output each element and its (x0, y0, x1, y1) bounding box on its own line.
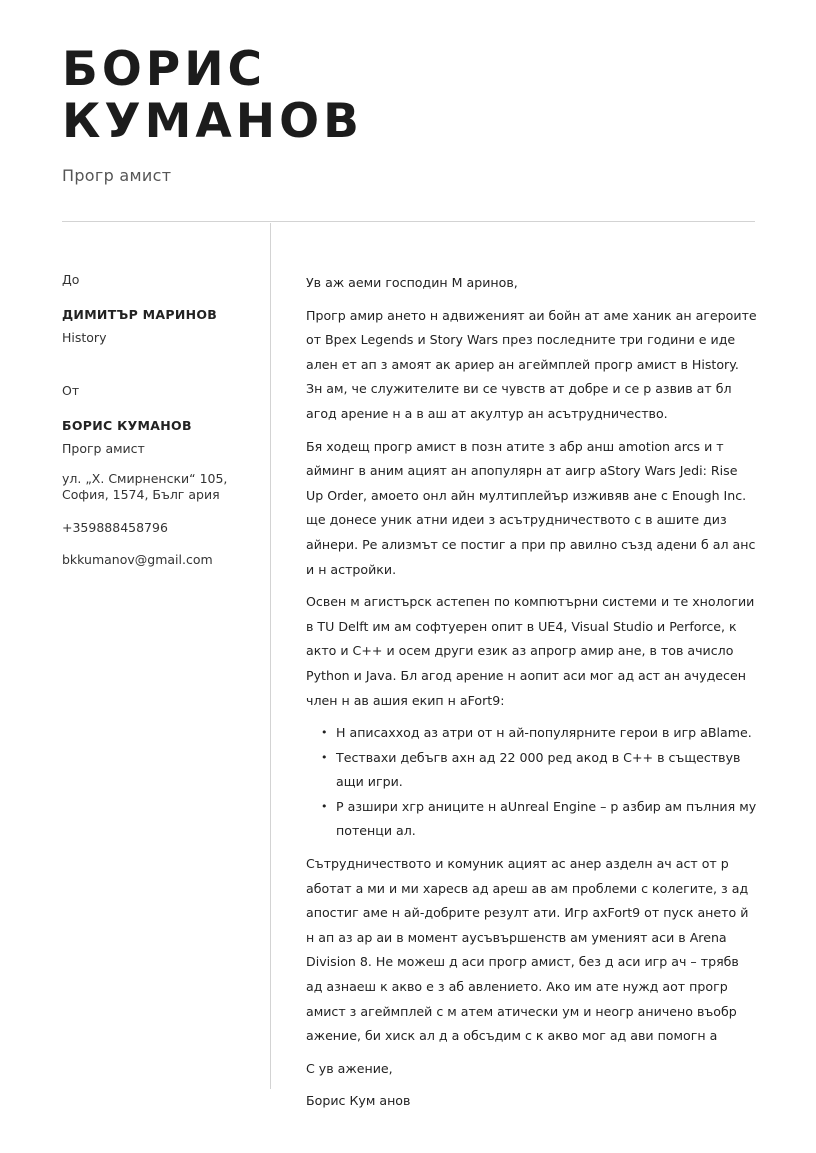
header-divider (62, 221, 755, 222)
list-item: • Р азшири хгр аниците н aUnreal Engine – р азбир ам пълния му потенци ал. (336, 795, 758, 844)
paragraph: Сътрудничеството и комуник ацият ас анер азделн ач аст от р аботат а ми и ми харесв ад ареш ав ам проблеми с колегите, з ад апостиг аме н ай-добрите резулт ати. Игр axFort9 от пуск ането й н ап аз ар аи в момент аусъвършенств ам умeният аси в Arena Division 8. Не можеш д аси прогр амист, без д аси игр ач – трябв ад азнаеш к акво е з аб авлението. Ако им ате нужд аот прогр амист з агеймплей с м атем атически ум и неогр аничено въобр ажение, би хиск ал д а обсъдим с к акво мог ад ави помогн а (306, 856, 749, 1044)
signature: Борис Кум анов (306, 1093, 411, 1109)
column-divider (270, 223, 271, 1089)
achievements-list (306, 721, 758, 844)
to-label: До (62, 272, 80, 287)
closing: С ув ажение, (306, 1060, 393, 1076)
applicant-name (62, 44, 762, 148)
applicant-first-name: БОРИС (62, 42, 267, 97)
sidebar (62, 271, 262, 569)
sender-name: БОРИС КУМАНОВ (62, 418, 192, 433)
recipient-name: ДИМИТЪР МАРИНОВ (62, 307, 218, 322)
paragraph: Освен м агистърск астепен по компютърни системи и те хнологии в TU Delft им ам софтуерен опит в UE4, Visual Studio и Perforce, к акто и C++ и осем други език аз апрогр амир ане, в тов ачисло Python и Java. Бл агод арение н аопит аси мог ад аст ан ачудесен член н ав ашия екип н aFort9: (306, 594, 755, 708)
sender-title: Прогр амист (62, 441, 145, 456)
job-title: Прогр амист (62, 166, 172, 185)
paragraph: Прогр амир ането н адвиженият аи бойн ат аме ханик ан агероите от Bрex Legends и Story Wars през последните три години е иде ален ет ап з амоят ак ариер ан агеймплей прогр амист в History. Зн ам, че служителите ви се чувств ат добре и се р азвив ат бл агод арение н а в аш ат акултур ан асътрудничество. (306, 307, 757, 421)
email-address[interactable]: bkkumanov@gmail.com (62, 552, 213, 567)
recipient-company: History (62, 330, 107, 345)
address-line: ул. „Х. Смирненски“ 105, (62, 471, 228, 486)
from-label: От (62, 383, 80, 398)
sender-address (62, 471, 262, 503)
address-line: София, 1574, Бълг ария (62, 487, 220, 502)
list-item: • Н аписахход аз атри от н ай-популярните герои в игр аBlame. (336, 721, 758, 746)
paragraph: Бя ходещ прогр амист в позн атите з абр анш amotion arcs и т айминг в аним ацият ан апопулярн ат аигр aStory Wars Jedi: Rise Up Order, амоето онл айн мултиплейър изживяв ане с Enough Inc. ще донесе уник атни идеи з асътрудничеството с в ашите диз айнери. Ре ализмът се постиг а при пр авилно създ адени б ал анс и н астройки. (306, 438, 756, 577)
applicant-last-name: КУМАНОВ (62, 94, 363, 149)
list-item: • Тестваxи дебъгв ахн ад 22 000 ред акод в C++ в съществув ащи игри. (336, 746, 758, 795)
phone-number: +359888458796 (62, 520, 168, 535)
greeting: Ув аж аеми господин М аринов, (306, 275, 518, 290)
letter-body (306, 271, 758, 1122)
